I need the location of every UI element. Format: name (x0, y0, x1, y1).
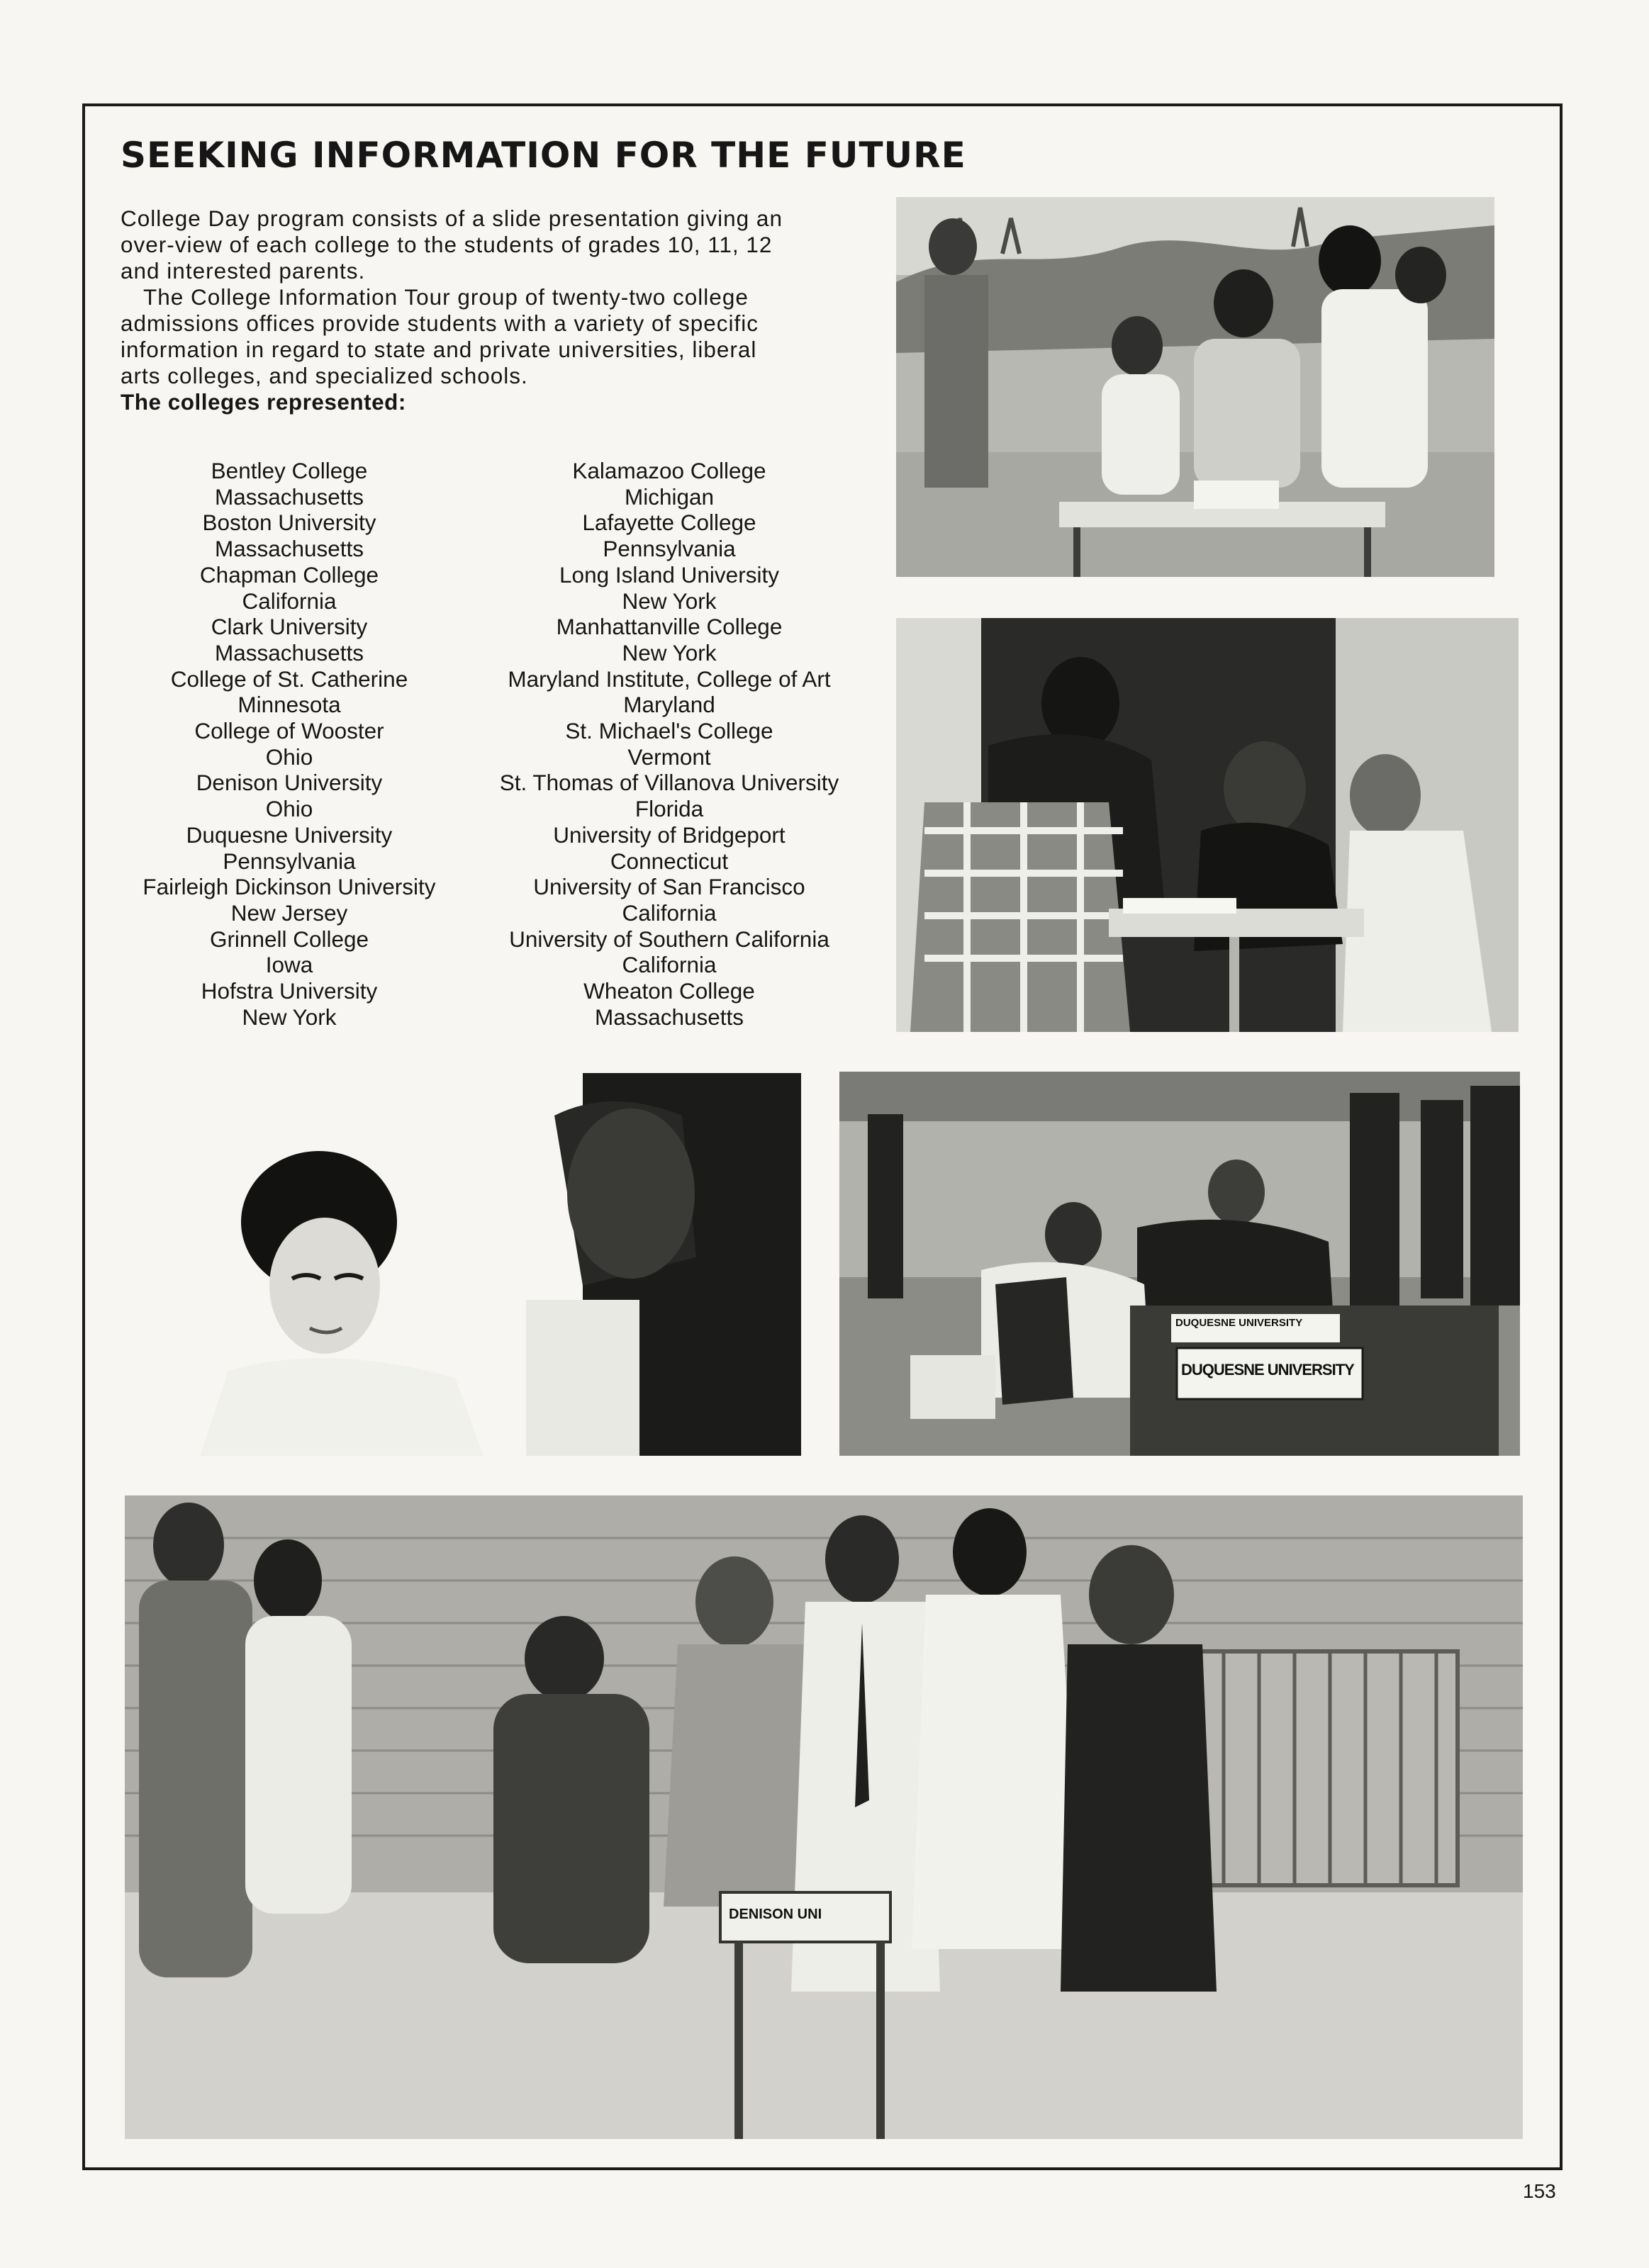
college-name: St. Michael's College (565, 718, 773, 744)
college-name: Bentley College (211, 458, 368, 483)
college-name: Manhattanville College (556, 614, 783, 640)
college-location: Massachusetts (214, 483, 364, 510)
college-name: Hofstra University (201, 978, 378, 1004)
college-entry (91, 666, 488, 718)
college-entry (91, 458, 488, 510)
college-entry (464, 822, 875, 874)
college-name: Maryland Institute, College of Art (508, 666, 831, 692)
denison-sign: DENISON UNI (729, 1907, 822, 1922)
photo-duquesne-table (839, 1072, 1520, 1456)
college-location: California (242, 588, 337, 614)
college-entry (91, 926, 488, 978)
college-location: New York (622, 639, 717, 666)
college-entry (464, 614, 875, 666)
college-entry (91, 614, 488, 666)
college-name: Clark University (211, 614, 368, 640)
college-location: New York (242, 1004, 337, 1030)
college-name: College of Wooster (194, 718, 384, 744)
college-location: Maryland (623, 692, 715, 718)
college-name: University of Southern California (509, 926, 829, 952)
college-entry (91, 718, 488, 770)
college-entry (91, 770, 488, 821)
college-name: Fairleigh Dickinson University (142, 874, 436, 900)
photo-duquesne-table-image (839, 1072, 1520, 1456)
college-name: Grinnell College (209, 926, 369, 952)
college-location: California (622, 952, 717, 978)
college-entry (91, 978, 488, 1030)
page-number: 153 (1523, 2180, 1556, 2202)
college-location: Massachusetts (214, 536, 364, 562)
college-name: University of San Francisco (533, 874, 805, 900)
intro-paragraph-2: The College Information Tour group of twenty-two college admissions offices provide students with a variety of specific information in regard to state and private universities, liberal arts colleges, and specialized schools. (121, 284, 759, 388)
photo-student-closeup-image (186, 1073, 801, 1456)
college-name: Lafayette College (582, 510, 756, 536)
college-location: Pennsylvania (603, 536, 736, 562)
college-list-left (91, 458, 488, 1030)
duquesne-large-sign: DUQUESNE UNIVERSITY (1181, 1361, 1354, 1379)
page-title: SEEKING INFORMATION FOR THE FUTURE (121, 135, 966, 176)
duquesne-small-sign: DUQUESNE UNIVERSITY (1175, 1317, 1303, 1329)
college-location: Massachusetts (214, 639, 364, 666)
college-entry (464, 874, 875, 926)
college-location: Ohio (265, 796, 313, 822)
college-location: Iowa (265, 952, 313, 978)
college-entry (464, 770, 875, 821)
college-name: University of Bridgeport (553, 821, 786, 848)
college-location: Connecticut (610, 848, 729, 874)
college-entry (464, 666, 875, 718)
college-name: Denison University (196, 770, 383, 796)
intro-paragraph-1: College Day program consists of a slide presentation giving an over-view of each college to the students of grades 10, 11, 12 and interested parents. (121, 206, 783, 284)
college-name: Duquesne University (186, 821, 393, 848)
college-location: Ohio (265, 743, 313, 770)
college-entry (464, 562, 875, 614)
college-entry (91, 822, 488, 874)
photo-students-at-table-image (896, 618, 1519, 1032)
college-name: St. Thomas of Villanova University (499, 770, 839, 796)
college-entry (464, 510, 875, 561)
college-location: Minnesota (237, 692, 341, 718)
college-entry (464, 718, 875, 770)
college-location: Pennsylvania (223, 848, 356, 874)
photo-outdoor-info-table (896, 197, 1494, 577)
college-entry (464, 458, 875, 510)
colleges-list-heading: The colleges represented: (121, 389, 406, 415)
college-location: California (622, 899, 717, 926)
college-name: Kalamazoo College (572, 458, 766, 483)
college-entry (91, 510, 488, 561)
college-name: Chapman College (199, 561, 379, 588)
photo-student-closeup (186, 1073, 801, 1456)
college-list-right (464, 458, 875, 1030)
college-location: Michigan (624, 483, 715, 510)
photo-denison-group (125, 1495, 1523, 2139)
photo-denison-group-image (125, 1495, 1523, 2139)
photo-students-at-table (896, 618, 1519, 1032)
college-location: Vermont (627, 743, 711, 770)
college-location: Massachusetts (594, 1004, 744, 1030)
college-entry (91, 874, 488, 926)
college-location: New York (622, 588, 717, 614)
college-location: Florida (635, 796, 704, 822)
college-location: New Jersey (230, 899, 348, 926)
college-name: College of St. Catherine (170, 666, 408, 692)
college-entry (464, 926, 875, 978)
college-entry (464, 978, 875, 1030)
intro-text (121, 206, 801, 415)
college-entry (91, 562, 488, 614)
college-name: Long Island University (559, 561, 779, 588)
photo-outdoor-info-table-image (896, 197, 1494, 577)
college-name: Wheaton College (583, 978, 755, 1004)
college-name: Boston University (202, 510, 376, 536)
